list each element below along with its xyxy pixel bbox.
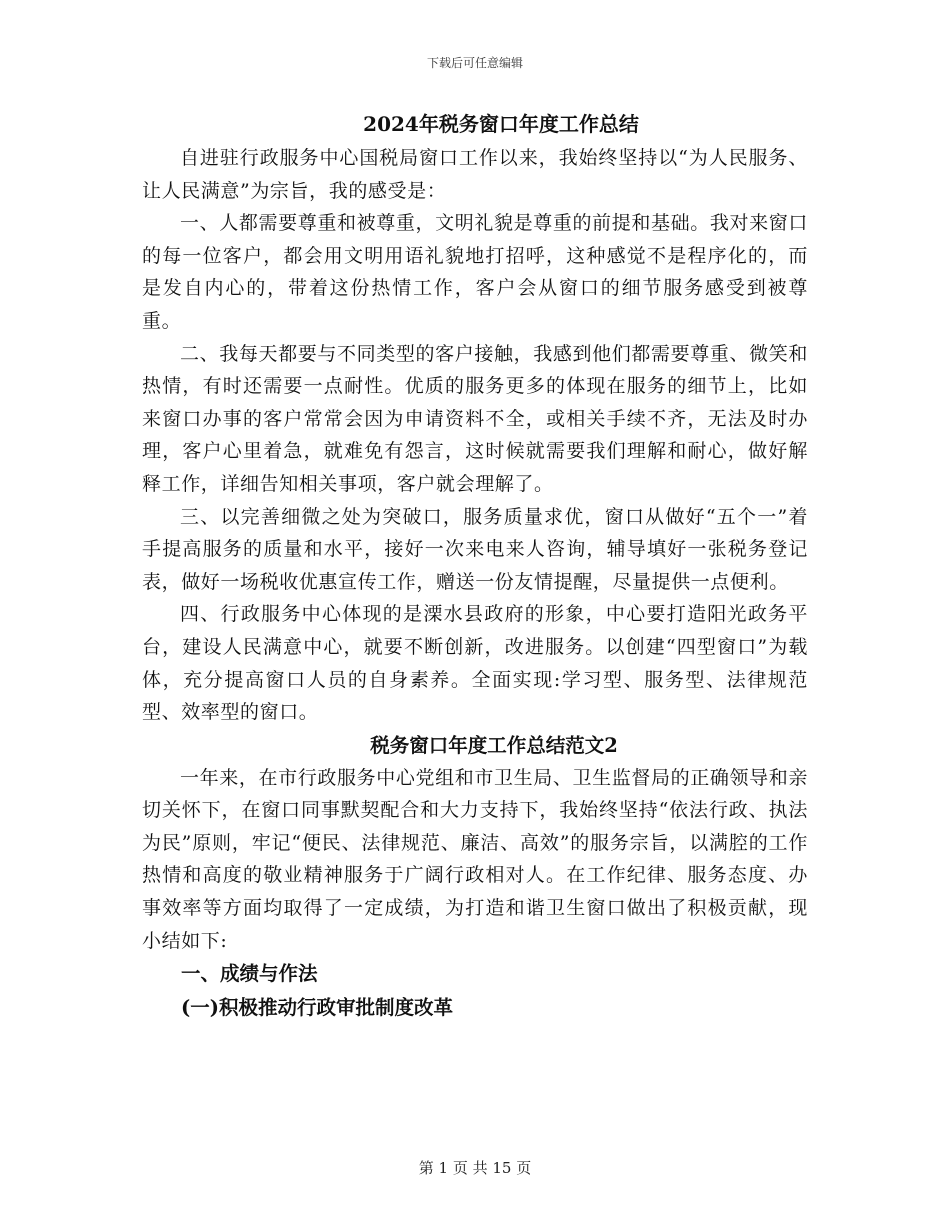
paragraph-intro: 自进驻行政服务中心国税局窗口工作以来，我始终坚持以“为人民服务、让人民满意”为宗旨，我的感受是： <box>142 147 808 202</box>
paragraph-point-1: 一、人都需要尊重和被尊重，文明礼貌是尊重的前提和基础。我对来窗口的每一位客户，都会用文明用语礼貌地打招呼，这种感觉不是程序化的，而是发自内心的，带着这份热情工作，客户会从窗口的细节服务感受到被尊重。 <box>142 212 808 332</box>
paragraph-point-2: 二、我每天都要与不同类型的客户接触，我感到他们都需要尊重、微笑和热情，有时还需要一点耐性。优质的服务更多的体现在服务的细节上，比如来窗口办事的客户常常会因为申请资料不全，或相关手续不齐，无法及时办理，客户心里着急，就难免有怨言，这时候就需要我们理解和耐心，做好解释工作，详细告知相关事项，客户就会理解了。 <box>142 342 808 495</box>
document-body <box>142 106 808 1025</box>
paragraph-point-4: 四、行政服务中心体现的是溧水县政府的形象，中心要打造阳光政务平台，建设人民满意中心，就要不断创新，改进服务。以创建“四型窗口”为载体，充分提高窗口人员的自身素养。全面实现:学习型、服务型、法律规范型、效率型的窗口。 <box>142 603 808 724</box>
page-footer: 第 1 页 共 15 页 <box>418 1159 532 1177</box>
heading-reform: (一)积极推动行政审批制度改革 <box>181 996 453 1020</box>
header-note: 下载后可任意编辑 <box>426 56 523 70</box>
heading-achievements: 一、成绩与作法 <box>181 962 318 986</box>
paragraph-summary: 一年来，在市行政服务中心党组和市卫生局、卫生监督局的正确领导和亲切关怀下，在窗口同事默契配合和大力支持下，我始终坚持“依法行政、执法为民”原则，牢记“便民、法律规范、廉洁、高效”的服务宗旨，以满腔的工作热情和高度的敬业精神服务于广阔行政相对人。在工作纪律、服务态度、办事效率等方面均取得了一定成绩，为打造和谐卫生窗口做出了积极贡献，现小结如下: <box>142 766 808 952</box>
section-subtitle: 税务窗口年度工作总结范文2 <box>370 733 618 757</box>
paragraph-point-3: 三、以完善细微之处为突破口，服务质量求优，窗口从做好“五个一”着手提高服务的质量和水平，接好一次来电来人咨询，辅导填好一张税务登记表，做好一场税收优惠宣传工作，赠送一份友情提醒，尽量提供一点便利。 <box>142 505 808 593</box>
document-title: 2024年税务窗口年度工作总结 <box>363 112 639 136</box>
